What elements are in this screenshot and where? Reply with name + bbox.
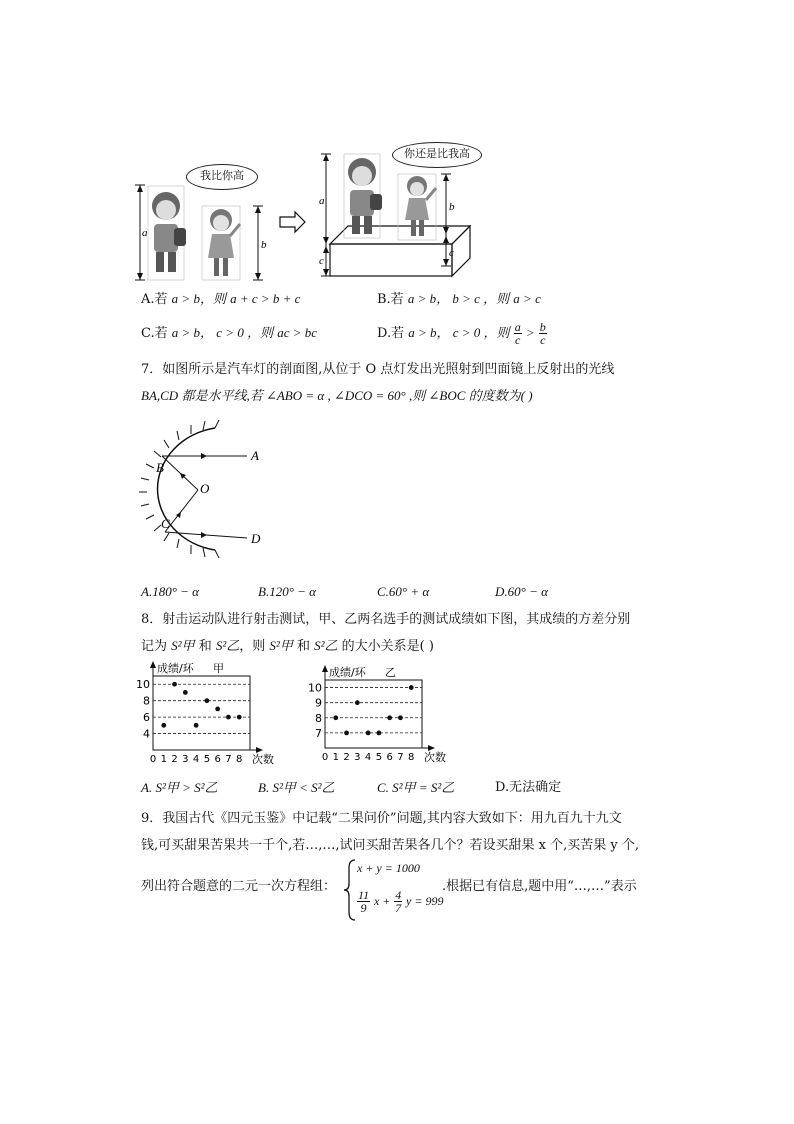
y-tick-label: 10 xyxy=(308,681,322,695)
y-axis-label: 成绩/环 xyxy=(329,666,366,679)
q7-stem-line2: BA,CD 都是水平线,若 ∠ABO = α , ∠DCO = 60° ,则 ∠BOC 的度数为( ) xyxy=(141,388,533,403)
x-tick-label: 8 xyxy=(408,752,415,763)
y-tick-label: 4 xyxy=(143,727,150,741)
x-tick-label: 1 xyxy=(160,754,167,765)
q7-option-b: B.120° − α xyxy=(258,584,316,599)
x-tick-label: 3 xyxy=(182,754,189,765)
x-tick-label: 6 xyxy=(214,754,221,765)
q7-option-a: A.180° − α xyxy=(141,584,199,599)
data-point xyxy=(355,700,360,705)
x-tick-label: 2 xyxy=(343,752,350,763)
plot-frame xyxy=(153,676,250,750)
q6-figure xyxy=(130,140,490,285)
x-tick-label: 5 xyxy=(375,752,383,763)
q8-option-a: A. S²甲 > S²乙 xyxy=(141,780,218,795)
q9-stem-line2: 钱,可买甜果苦果共一千个,若…,…,试问买甜苦果各几个？若设买甜果 x 个,买苦果 y 个, xyxy=(141,838,639,853)
girl-figure-right xyxy=(398,174,436,240)
x-tick-label: 5 xyxy=(203,754,211,765)
q9-stem-line3-tail: .根据已有信息,题中用“…,…”表示 xyxy=(442,879,637,894)
q8-option-c: C. S²甲 = S²乙 xyxy=(377,780,455,795)
point-c-label: C xyxy=(161,516,170,531)
q8-stem-line2: 记为 S²甲 和 S²乙，则 S²甲 和 S²乙 的大小关系是( ) xyxy=(141,638,434,654)
y-axis-arrow-icon xyxy=(150,661,156,668)
x-axis-label: 次数 xyxy=(252,753,274,766)
q9-stem-line3: 列出符合题意的二元一次方程组： xyxy=(141,879,337,894)
data-point xyxy=(409,685,414,690)
data-point xyxy=(237,715,242,720)
data-point xyxy=(161,723,166,728)
label-b-left: b xyxy=(261,239,267,251)
x-axis-label: 次数 xyxy=(424,751,446,764)
x-tick-label: 2 xyxy=(171,754,178,765)
q8-stem-line1: 8．射击运动队进行射击测试，甲、乙两名选手的测试成绩如下图，其成绩的方差分别 xyxy=(141,612,631,627)
x-tick-label: 7 xyxy=(397,752,404,763)
data-point xyxy=(215,706,220,711)
girl-figure-left xyxy=(202,206,240,280)
x-tick-label: 4 xyxy=(364,752,372,763)
label-a-left: a xyxy=(142,227,148,239)
q7-option-c: C.60° + α xyxy=(377,584,430,599)
x-tick-label: 3 xyxy=(354,752,361,763)
q7-stem-line1: 7．如图所示是汽车灯的剖面图,从位于 O 点灯发出光照射到凹面镜上反射出的光线 xyxy=(141,362,615,377)
x-tick-label: 4 xyxy=(192,754,200,765)
brace-icon xyxy=(343,858,357,922)
data-point xyxy=(344,730,349,735)
q6-option-d: D.若 a > b， c > 0 ，则 $\frac{a}{c}$ > $\frac{b}{c}$ xyxy=(377,320,546,347)
q8-chart-jia xyxy=(138,660,288,772)
y-axis-arrow-icon xyxy=(322,665,328,672)
y-tick-label: 9 xyxy=(315,696,322,710)
y-tick-label: 7 xyxy=(315,726,322,740)
label-c-right2: c xyxy=(449,247,454,259)
chart-title: 甲 xyxy=(213,662,224,675)
point-b-label: B xyxy=(156,460,164,475)
data-point xyxy=(398,715,403,720)
data-point xyxy=(194,723,199,728)
boy-figure-right xyxy=(344,154,382,238)
x-tick-label: 0 xyxy=(321,752,329,763)
point-o-label: O xyxy=(200,481,210,496)
point-d-label: D xyxy=(251,531,261,546)
y-tick-label: 10 xyxy=(136,678,150,692)
speech-bubble-left: 我比你高 xyxy=(186,164,258,190)
y-tick-label: 8 xyxy=(315,711,322,725)
transition-arrow xyxy=(280,212,305,232)
x-tick-label: 1 xyxy=(332,752,339,763)
q6-option-a: A.若 a > b，则 a + c > b + c xyxy=(141,291,301,307)
x-tick-label: 6 xyxy=(386,752,393,763)
x-tick-label: 0 xyxy=(149,754,157,765)
q7-figure xyxy=(135,418,275,560)
q8-chart-yi xyxy=(310,664,460,772)
plot-frame xyxy=(325,680,422,748)
data-point xyxy=(376,730,381,735)
y-tick-label: 8 xyxy=(143,694,150,708)
equation-1: x + y = 1000 xyxy=(357,861,420,875)
data-point xyxy=(204,698,209,703)
q6-option-b: B.若 a > b， b > c ，则 a > c xyxy=(377,291,541,307)
point-a-label: A xyxy=(251,448,259,463)
q7-option-d: D.60° − α xyxy=(495,584,548,599)
q8-option-b: B. S²甲 < S²乙 xyxy=(258,780,335,795)
y-axis-label: 成绩/环 xyxy=(157,662,194,675)
data-point xyxy=(366,730,371,735)
y-tick-label: 6 xyxy=(143,711,150,725)
label-b-right: b xyxy=(449,201,455,213)
q6-option-c: C.若 a > b， c > 0 ，则 ac > bc xyxy=(141,325,318,341)
data-point xyxy=(172,682,177,687)
label-a-right: a xyxy=(319,195,325,207)
x-tick-label: 8 xyxy=(236,754,243,765)
data-point xyxy=(387,715,392,720)
q8-option-d: D.无法确定 xyxy=(495,780,562,795)
equation-2: $\frac{11}{9}$ x + $\frac{4}{7}$ y = 999 xyxy=(358,888,444,915)
speech-bubble-right: 你还是比我高 xyxy=(392,142,482,168)
x-tick-label: 7 xyxy=(225,754,232,765)
data-point xyxy=(183,690,188,695)
chart-title: 乙 xyxy=(385,666,396,679)
data-point xyxy=(226,715,231,720)
data-point xyxy=(333,715,338,720)
label-c-right: c xyxy=(319,255,324,267)
q9-stem-line1: 9．我国古代《四元玉鉴》中记载“二果问价”问题,其内容大致如下：用九百九十九文 xyxy=(141,811,622,826)
boy-figure-left xyxy=(148,186,186,280)
